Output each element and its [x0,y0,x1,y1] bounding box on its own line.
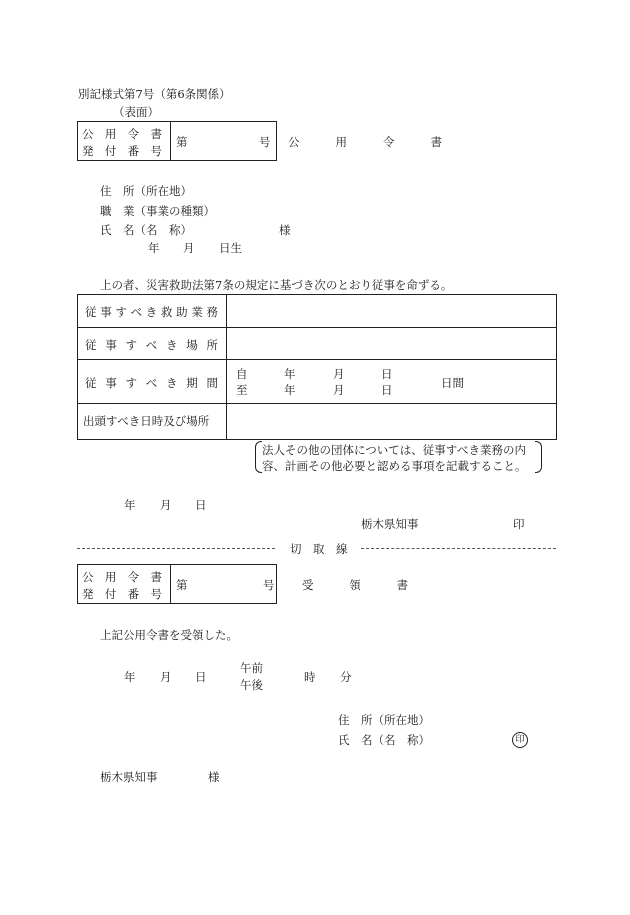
cut-line-left [77,548,275,549]
duty-row-place-label: 従 事 す べ き 場 所 [85,338,218,352]
receipt-number-label-line2: 発 付 番 号 [82,587,162,601]
receipt-pm: 午後 [240,678,263,692]
cut-line-label: 切 取 線 [290,542,348,556]
side-label: （表面） [113,105,159,119]
addressee-name: 栃木県知事 [100,770,158,784]
order-number-label-line1: 公 用 令 書 [82,127,162,141]
note-brace-left [255,441,262,473]
period-to: 至 [236,383,248,397]
duty-row-rescue-work-label: 従 事 す べ き 救 助 業 務 [85,305,218,319]
issue-year: 年 [124,498,136,512]
receipt-number-label-line1: 公 用 令 書 [82,570,162,584]
form-number: 別記様式第7号（第6条関係） [78,87,231,101]
receipt-month: 月 [160,670,172,684]
occupation-label: 職 業（事業の種類） [100,204,215,218]
note-line2: 容、計画その他必要と認める事項を記載すること。 [262,459,527,473]
cut-line-right [361,548,556,549]
issuer-seal: 印 [513,517,525,531]
period-to-month: 月 [333,383,345,397]
order-number-gou: 号 [259,135,271,149]
receipt-number-dai: 第 [176,578,188,592]
receipt-day: 日 [195,670,207,684]
period-days: 日間 [441,376,464,390]
order-number-label-line2: 発 付 番 号 [82,144,162,158]
receipt-minute: 分 [340,670,352,684]
order-number-divider [170,121,171,161]
period-from-day: 日 [381,367,393,381]
receipt-year: 年 [124,670,136,684]
receipt-hour: 時 [304,670,316,684]
name-label: 氏 名（名 称） [100,223,192,237]
birth-month: 月 [183,241,195,255]
receipt-title: 受 領 書 [302,578,408,592]
duty-row-appearance-label: 出頭すべき日時及び場所 [83,414,210,428]
receiver-seal: 印 [515,735,525,745]
duty-table-rule [77,359,557,360]
order-number-dai: 第 [176,135,188,149]
receipt-number-divider [170,564,171,604]
order-statement: 上の者、災害救助法第7条の規定に基づき次のとおり従事を命ずる。 [100,278,453,292]
duty-table-divider [226,294,227,440]
sama-label: 様 [279,223,291,237]
receipt-statement: 上記公用令書を受領した。 [100,628,238,642]
period-from: 自 [236,367,248,381]
receiver-name-label: 氏 名（名 称） [338,733,430,747]
receiver-address-label: 住 所（所在地） [338,713,430,727]
receiver-seal-circle [512,732,528,748]
issue-day: 日 [195,498,207,512]
addressee-sama: 様 [208,770,220,784]
birth-year: 年 [148,241,160,255]
period-from-month: 月 [333,367,345,381]
order-title: 公 用 令 書 [288,135,442,149]
duty-table-rule [77,403,557,404]
receipt-number-gou: 号 [263,578,275,592]
issue-month: 月 [160,498,172,512]
note-line1: 法人その他の団体については、従事すべき業務の内 [262,443,527,457]
duty-row-period-label: 従 事 す べ き 期 間 [85,376,218,390]
issuer-name: 栃木県知事 [361,517,419,531]
duty-table-rule [77,327,557,328]
period-from-year: 年 [284,367,296,381]
address-label: 住 所（所在地） [100,184,192,198]
period-to-day: 日 [381,383,393,397]
period-to-year: 年 [284,383,296,397]
note-brace-right [535,441,542,473]
receipt-am: 午前 [240,661,263,675]
birth-day: 日生 [219,241,242,255]
